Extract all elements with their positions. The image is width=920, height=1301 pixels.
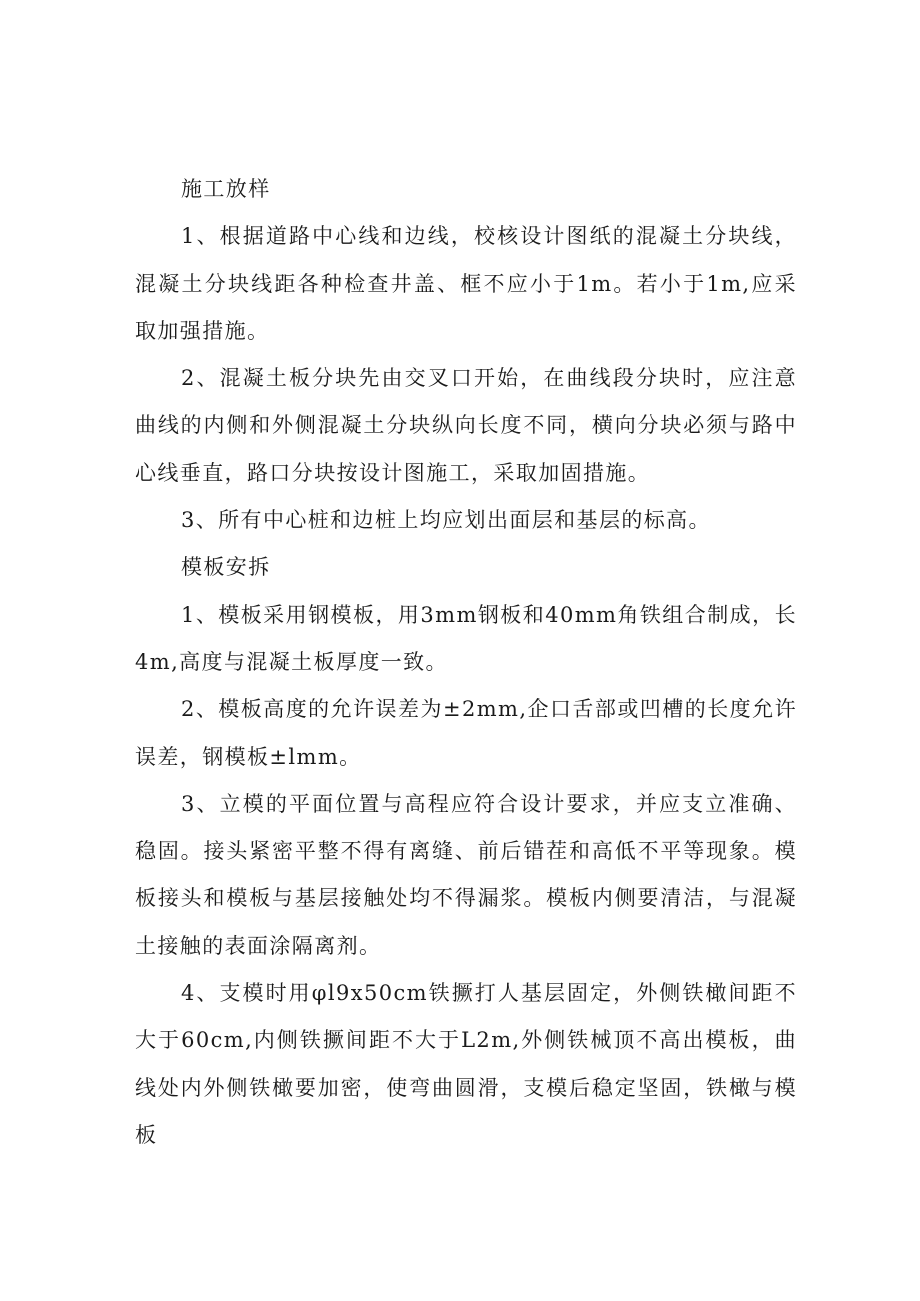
document-body bbox=[135, 166, 797, 1159]
paragraph-layout-item-3: 3、所有中心桩和边桩上均应划出面层和基层的标高。 bbox=[181, 508, 711, 533]
paragraph-formwork-item-1: 1、模板采用钢模板，用3mm钢板和40mm角铁组合制成，长4m,高度与混凝土板厚度一致。 bbox=[135, 602, 797, 674]
paragraph-layout-item-2: 2、混凝土板分块先由交叉口开始，在曲线段分块时，应注意曲线的内侧和外侧混凝土分块纵向长度不同，横向分块必须与路中心线垂直，路口分块按设计图施工，采取加固措施。 bbox=[135, 366, 797, 485]
section-heading-construction-layout: 施工放样 bbox=[181, 177, 271, 201]
paragraph-formwork-item-4: 4、支模时用φl9x50cm铁撅打人基层固定，外侧铁橄间距不大于60cm,内侧铁撅间距不大于L2m,外侧铁械顶不高出模板，曲线处内外侧铁橄要加密，使弯曲圆滑，支模后稳定坚固，铁橄与模板 bbox=[135, 981, 797, 1147]
paragraph-layout-item-1: 1、根据道路中心线和边线，校核设计图纸的混凝土分块线，混凝土分块线距各种检查井盖、框不应小于1m。若小于1m,应采取加强措施。 bbox=[135, 224, 797, 343]
paragraph-formwork-item-2: 2、模板高度的允许误差为±2mm,企口舌部或凹槽的长度允许误差，钢模板±lmm。 bbox=[135, 697, 797, 769]
paragraph-formwork-item-3: 3、立模的平面位置与高程应符合设计要求，并应支立准确、稳固。接头紧密平整不得有离缝、前后错茬和高低不平等现象。模板接头和模板与基层接触处均不得漏浆。模板内侧要清洁，与混凝土接触的表面涂隔离剂。 bbox=[135, 791, 797, 958]
section-heading-formwork: 模板安拆 bbox=[181, 555, 271, 580]
